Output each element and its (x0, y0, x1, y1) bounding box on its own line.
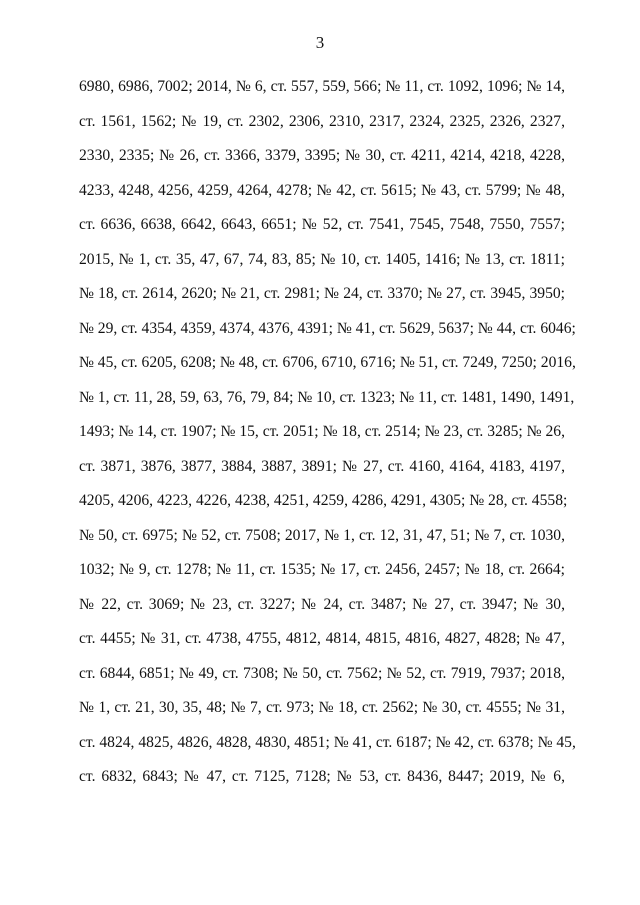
text-line: 1032; № 9, ст. 1278; № 11, ст. 1535; № 17, ст. 2456, 2457; № 18, ст. 2664; (79, 561, 565, 578)
text-line: № 1, ст. 21, 30, 35, 48; № 7, ст. 973; № 18, ст. 2562; № 30, ст. 4555; № 31, (79, 699, 565, 716)
text-line: № 45, ст. 6205, 6208; № 48, ст. 6706, 6710, 6716; № 51, ст. 7249, 7250; 2016, (79, 354, 576, 371)
text-line: 4205, 4206, 4223, 4226, 4238, 4251, 4259, 4286, 4291, 4305; № 28, ст. 4558; (79, 492, 568, 509)
text-line: № 18, ст. 2614, 2620; № 21, ст. 2981; № 24, ст. 3370; № 27, ст. 3945, 3950; (79, 285, 565, 302)
text-line: ст. 6844, 6851; № 49, ст. 7308; № 50, ст. 7562; № 52, ст. 7919, 7937; 2018, (79, 664, 565, 682)
text-line: № 22, ст. 3069; № 23, ст. 3227; № 24, ст. 3487; № 27, ст. 3947; № 30, (79, 595, 565, 613)
text-line: 2015, № 1, ст. 35, 47, 67, 74, 83, 85; № 10, ст. 1405, 1416; № 13, ст. 1811; (79, 250, 565, 268)
text-line: 2330, 2335; № 26, ст. 3366, 3379, 3395; № 30, ст. 4211, 4214, 4218, 4228, (79, 147, 565, 164)
text-line: ст. 4455; № 31, ст. 4738, 4755, 4812, 4814, 4815, 4816, 4827, 4828; № 47, (79, 630, 565, 647)
text-line: 1493; № 14, ст. 1907; № 15, ст. 2051; № 18, ст. 2514; № 23, ст. 3285; № 26, (79, 423, 565, 440)
text-line: ст. 1561, 1562; № 19, ст. 2302, 2306, 2310, 2317, 2324, 2325, 2326, 2327, (79, 112, 565, 130)
text-line: 4233, 4248, 4256, 4259, 4264, 4278; № 42, ст. 5615; № 43, ст. 5799; № 48, (79, 181, 565, 199)
body-text (79, 70, 576, 795)
text-line: ст. 3871, 3876, 3877, 3884, 3887, 3891; № 27, ст. 4160, 4164, 4183, 4197, (79, 457, 565, 475)
text-line: № 50, ст. 6975; № 52, ст. 7508; 2017, № 1, ст. 12, 31, 47, 51; № 7, ст. 1030, (79, 526, 565, 544)
text-line: № 29, ст. 4354, 4359, 4374, 4376, 4391; № 41, ст. 5629, 5637; № 44, ст. 6046; (79, 319, 576, 337)
text-line: 6980, 6986, 7002; 2014, № 6, ст. 557, 559, 566; № 11, ст. 1092, 1096; № 14, (79, 78, 565, 95)
page-number: 3 (315, 33, 325, 52)
text-line: ст. 6832, 6843; № 47, ст. 7125, 7128; № 53, ст. 8436, 8447; 2019, № 6, (79, 768, 565, 785)
text-line: ст. 6636, 6638, 6642, 6643, 6651; № 52, ст. 7541, 7545, 7548, 7550, 7557; (79, 216, 565, 233)
text-line: ст. 4824, 4825, 4826, 4828, 4830, 4851; № 41, ст. 6187; № 42, ст. 6378; № 45, (79, 733, 576, 751)
text-line: № 1, ст. 11, 28, 59, 63, 76, 79, 84; № 10, ст. 1323; № 11, ст. 1481, 1490, 1491, (79, 388, 575, 406)
